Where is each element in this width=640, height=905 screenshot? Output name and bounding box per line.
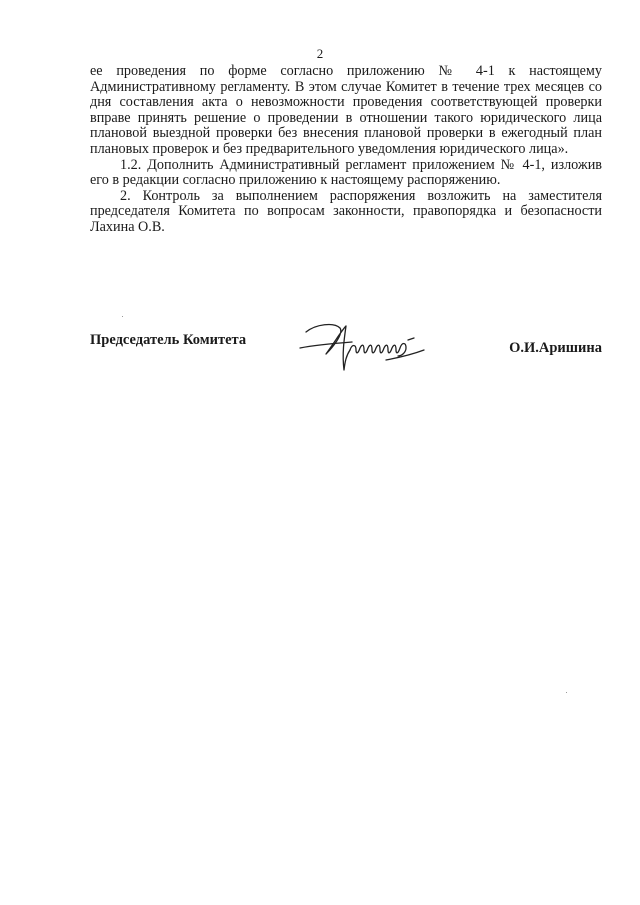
document-body bbox=[90, 64, 602, 236]
paragraph-continuation: ее проведения по форме согласно приложению № 4-1 к настоящему Административному регламенту. В этом случае Комитет в течение трех месяцев со дня составления акта о невозможности проведения соответствующей проверки вправе принять решение о проведении в отношении такого юридического лица плановой выездной проверки без внесения плановой проверки в ежегодный план плановых проверок и без предварительного уведомления юридического лица». bbox=[90, 63, 602, 157]
paragraph-item-2: 2. Контроль за выполнением распоряжения возложить на заместителя председателя Комитета по вопросам законности, правопорядка и безопасности Лахина О.В. bbox=[90, 187, 602, 235]
handwritten-signature bbox=[296, 318, 428, 374]
paragraph-item-1-2: 1.2. Дополнить Административный регламент приложением № 4-1, изложив его в редакции согласно приложению к настоящему распоряжению. bbox=[90, 156, 602, 189]
page-number: 2 bbox=[316, 46, 324, 61]
scan-speck bbox=[122, 316, 123, 317]
signature-block bbox=[90, 318, 602, 378]
signatory-name: О.И.Аришина bbox=[509, 340, 602, 356]
signatory-position: Председатель Комитета bbox=[90, 332, 247, 348]
scan-speck bbox=[566, 692, 567, 693]
